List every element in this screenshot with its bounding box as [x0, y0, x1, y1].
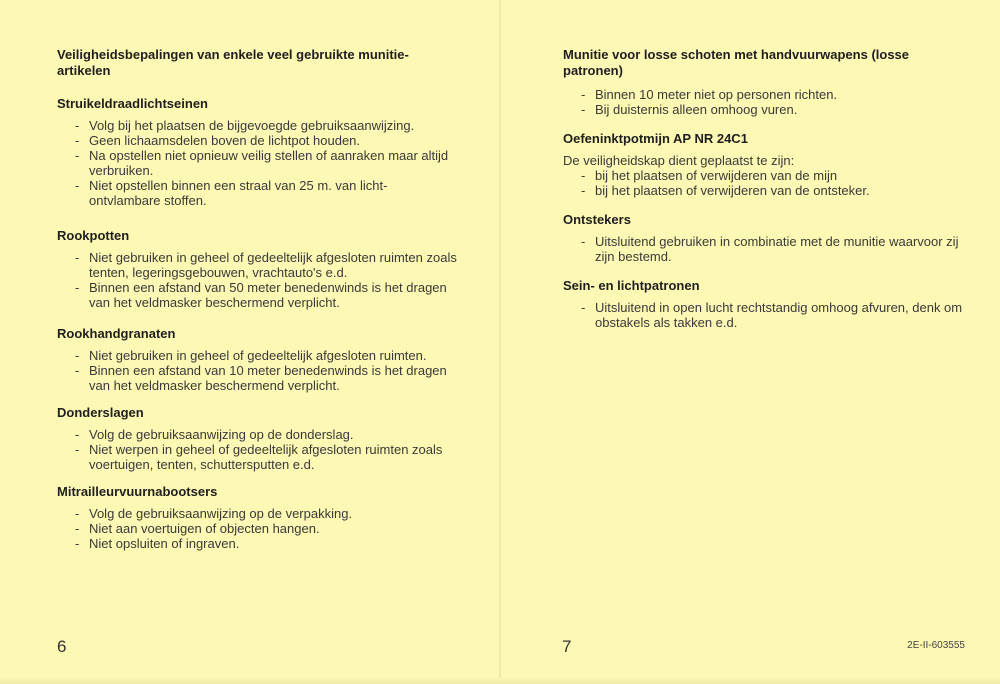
list-item: - Niet werpen in geheel of gedeeltelijk afgesloten ruimten zoals voertuigen, tenten, schuttersputten e.d.: [75, 442, 457, 472]
page-bottom-edge: [0, 678, 1000, 684]
bullet-list: [57, 348, 457, 393]
page-number: 7: [562, 637, 572, 656]
list-item: - Binnen 10 meter niet op personen richten.: [581, 87, 963, 102]
section-intro: De veiligheidskap dient geplaatst te zijn:: [563, 153, 795, 168]
list-item: - Volg de gebruiksaanwijzing op de verpakking.: [75, 506, 457, 521]
list-item: - Niet gebruiken in geheel of gedeeltelijk afgesloten ruimten.: [75, 348, 457, 363]
document-title: Veiligheidsbepalingen van enkele veel gebruikte munitie-artikelen: [57, 47, 409, 78]
bullet-list: [57, 506, 457, 551]
list-item: - Binnen een afstand van 10 meter benedenwinds is het dragen van het veldmasker beschermend verplicht.: [75, 363, 457, 393]
section-heading: Munitie voor losse schoten met handvuurwapens (losse patronen): [563, 47, 910, 78]
right-page: [500, 0, 1000, 684]
section-struikeldraadlichtseinen: [57, 96, 457, 208]
list-item: - Na opstellen niet opnieuw veilig stellen of aanraken maar altijd verbruiken.: [75, 148, 457, 178]
bullet-list: [57, 427, 457, 472]
list-item: - Binnen een afstand van 50 meter benedenwinds is het dragen van het veldmasker beschermend verplicht.: [75, 280, 457, 310]
section-mitrailleurvuurnabootsers: [57, 484, 457, 551]
section-rookpotten: [57, 228, 457, 310]
section-heading: Ontstekers: [563, 212, 631, 227]
section-heading: Rookpotten: [57, 228, 130, 243]
list-item: - bij het plaatsen of verwijderen van de mijn: [581, 168, 963, 183]
bullet-list: [563, 234, 963, 264]
bullet-list: [57, 118, 457, 208]
section-oefeninktpotmijn: [563, 131, 963, 198]
list-item: - Bij duisternis alleen omhoog vuren.: [581, 102, 963, 117]
list-item: - Uitsluitend in open lucht rechtstandig omhoog afvuren, denk om obstakels als takken e.d.: [581, 300, 963, 330]
section-donderslagen: [57, 405, 457, 472]
list-item: - Niet gebruiken in geheel of gedeeltelijk afgesloten ruimten zoals tenten, legeringsgebouwen, vrachtauto's e.d.: [75, 250, 457, 280]
section-heading: Struikeldraadlichtseinen: [57, 96, 208, 111]
list-item: - Niet aan voertuigen of objecten hangen.: [75, 521, 457, 536]
list-item: - Volg de gebruiksaanwijzing op de donderslag.: [75, 427, 457, 442]
section-heading: Oefeninktpotmijn AP NR 24C1: [563, 131, 748, 146]
page-number: 6: [57, 637, 67, 656]
document-code: 2E-II-603555: [907, 640, 965, 651]
section-heading: Sein- en lichtpatronen: [563, 278, 700, 293]
bullet-list: [563, 300, 963, 330]
section-heading: Donderslagen: [57, 405, 144, 420]
section-losse-patronen: [563, 47, 963, 117]
list-item: - Niet opstellen binnen een straal van 25 m. van licht-ontvlambare stoffen.: [75, 178, 457, 208]
list-item: - Volg bij het plaatsen de bijgevoegde gebruiksaanwijzing.: [75, 118, 457, 133]
bullet-list: [57, 250, 457, 310]
left-page-content: [57, 47, 457, 563]
section-sein-en-lichtpatronen: [563, 278, 963, 330]
list-item: - Uitsluitend gebruiken in combinatie met de munitie waarvoor zij zijn bestemd.: [581, 234, 963, 264]
section-heading: Rookhandgranaten: [57, 326, 176, 341]
bullet-list: [563, 168, 963, 198]
list-item: - Geen lichaamsdelen boven de lichtpot houden.: [75, 133, 457, 148]
list-item: - bij het plaatsen of verwijderen van de ontsteker.: [581, 183, 963, 198]
right-page-content: [563, 47, 963, 342]
section-ontstekers: [563, 212, 963, 264]
section-heading: Mitrailleurvuurnabootsers: [57, 484, 218, 499]
bullet-list: [563, 87, 963, 117]
section-rookhandgranaten: [57, 326, 457, 393]
list-item: - Niet opsluiten of ingraven.: [75, 536, 457, 551]
